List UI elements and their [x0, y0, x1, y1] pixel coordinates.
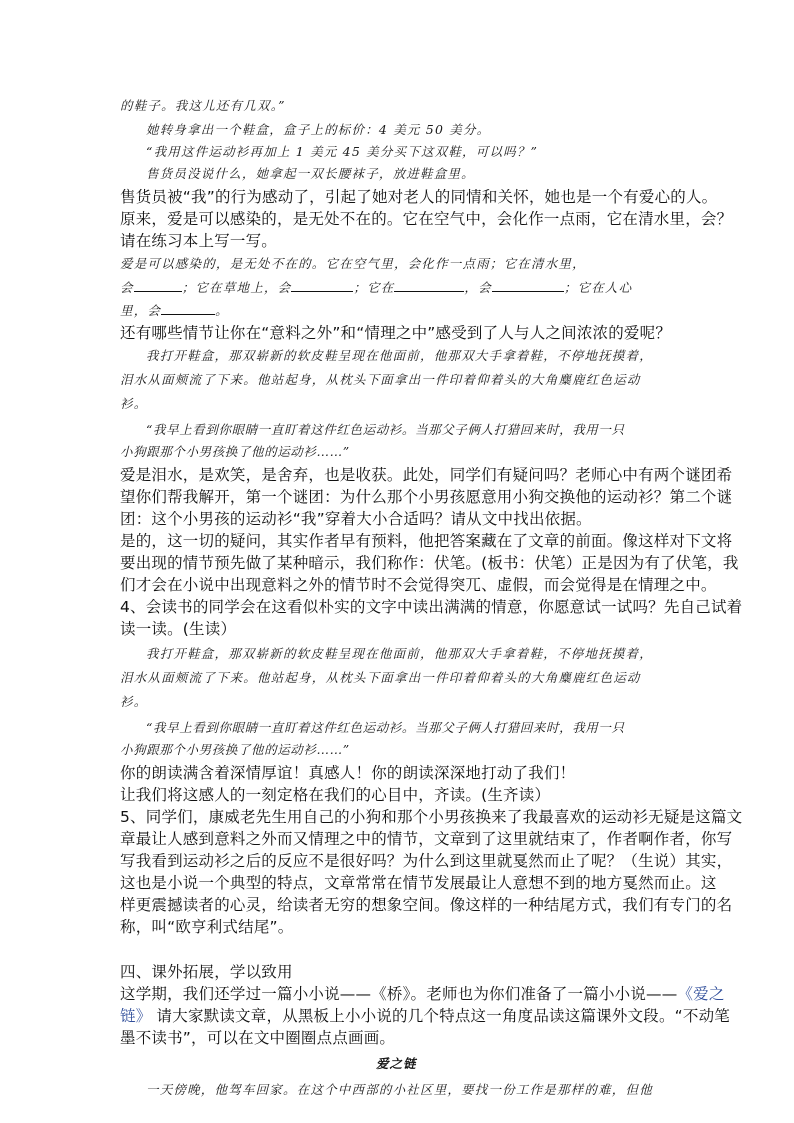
exercise-text: ；它在人心: [563, 280, 633, 295]
body-line: 们才会在小说中出现意料之外的情节时不会觉得突兀、虚假，而会觉得是在情理之中。: [120, 576, 717, 594]
excerpt-line: 衫。: [120, 694, 148, 709]
book-title-text: 《爱之: [677, 985, 725, 1003]
exercise-text: 。: [215, 303, 229, 318]
body-line: 4、会读书的同学会在这看似朴实的文字中读出满满的情意，你愿意试一试吗？先自己试着: [120, 598, 743, 616]
excerpt-quote-line: “我早上看到你眼睛一直盯着这件红色运动衫。当那父子俩人打猎回来时，我用一只: [146, 422, 625, 437]
fill-blank[interactable]: [134, 277, 182, 292]
body-line: 还有哪些情节让你在“意料之外”和“情理之中”感受到了人与人之间浓浓的爱呢？: [120, 324, 672, 342]
excerpt-quote-line: 小狗跟那个小男孩换了他的运动衫……”: [120, 444, 350, 459]
quote-line: 的鞋子。我这儿还有几双。”: [120, 98, 286, 113]
body-line: 样更震撼读者的心灵，给读者无穷的想象空间。像这样的一种结尾方式，我们有专门的名: [120, 896, 733, 914]
excerpt-line: 泪水从面颊流了下来。他站起身，从枕头下面拿出一件印着仰着头的大角麋鹿红色运动: [120, 372, 641, 387]
body-line: 让我们将这感人的一刻定格在我们的心目中，齐读。(生齐读）: [120, 786, 551, 804]
body-line: [120, 983, 725, 1005]
fill-blank[interactable]: [394, 277, 464, 292]
exercise-text: ；它在草地上，会: [181, 280, 292, 295]
excerpt-quote-line: 小狗跟那个小男孩换了他的运动衫……”: [120, 742, 350, 757]
narrative-line: 她转身拿出一个鞋盒，盒子上的标价：4 美元 50 美分。: [146, 122, 491, 137]
body-line: 墨不读书”，可以在文中圈圈点点画画。: [120, 1029, 396, 1047]
body-line: 这也是小说一个典型的特点，文章常常在情节发展最让人意想不到的地方戛然而止。这: [120, 874, 717, 892]
body-line: 要出现的情节预先做了某种暗示，我们称作：伏笔。(板书：伏笔）正是因为有了伏笔，我: [120, 554, 739, 572]
story-title: 爱之链: [376, 1056, 417, 1071]
body-line: 是的，这一切的疑问，其实作者早有预料，他把答案藏在了文章的前面。像这样对下文将: [120, 532, 733, 550]
body-line: 写我看到运动衫之后的反应不是很好吗？为什么到这里就戛然而止了呢？（生说）其实，: [120, 852, 733, 870]
body-line: 请在练习本上写一写。: [120, 232, 278, 250]
body-text: 请大家默读文章，从黑板上小小说的几个特点这一角度品读这篇课外文段。“不动笔: [156, 1007, 730, 1025]
exercise-fill-line: [120, 277, 632, 298]
excerpt-line: 我打开鞋盒，那双崭新的软皮鞋呈现在他面前，他那双大手拿着鞋，不停地抚摸着，: [146, 348, 653, 363]
body-line: 读一读。(生读）: [120, 620, 237, 638]
exercise-text: 里，会: [120, 303, 162, 318]
body-line: 章最让人感到意料之外而又情理之中的情节，文章到了这里就结束了，作者啊作者，你写: [120, 830, 733, 848]
body-line: 团：这个小男孩的运动衫“我”穿着大小合适吗？请从文中找出依据。: [120, 510, 592, 528]
body-line: [120, 1005, 730, 1027]
body-line: 你的朗读满含着深情厚谊！真感人！你的朗读深深地打动了我们！: [120, 764, 576, 782]
body-line: 爱是泪水，是欢笑，是舍弃，也是收获。此处，同学们有疑问吗？老师心中有两个谜团希: [120, 466, 733, 484]
fill-blank[interactable]: [291, 277, 353, 292]
excerpt-quote-line: “我早上看到你眼睛一直盯着这件红色运动衫。当那父子俩人打猎回来时，我用一只: [146, 720, 625, 735]
fill-blank[interactable]: [161, 300, 215, 315]
body-line: 5、同学们，康威老先生用自己的小狗和那个小男孩换来了我最喜欢的运动衫无疑是这篇文: [120, 808, 743, 826]
exercise-text: 会: [120, 280, 134, 295]
body-line: 望你们帮我解开，第一个谜团：为什么那个小男孩愿意用小狗交换他的运动衫？第二个谜: [120, 488, 733, 506]
narrative-line: 售货员没说什么，她拿起一双长腰袜子，放进鞋盒里。: [146, 166, 475, 181]
book-title-text: 链》: [120, 1007, 152, 1025]
exercise-text: ；它在: [353, 280, 395, 295]
quote-line: “我用这件运动衫再加上 1 美元 45 美分买下这双鞋，可以吗？”: [146, 144, 539, 159]
fill-blank[interactable]: [492, 277, 564, 292]
body-line: 售货员被“我”的行为感动了，引起了她对老人的同情和关怀，她也是一个有爱心的人。: [120, 188, 718, 206]
body-text: 这学期，我们还学过一篇小小说——《桥》。老师也为你们准备了一篇小小说——: [120, 985, 678, 1003]
exercise-fill-line: [120, 300, 229, 321]
exercise-text: ，会: [464, 280, 492, 295]
section-heading: 四、课外拓展，学以致用: [120, 963, 293, 981]
excerpt-line: 衫。: [120, 396, 148, 411]
story-line: 一天傍晚，他驾车回家。在这个中西部的小社区里，要找一份工作是那样的难，但他: [146, 1082, 653, 1097]
body-line: 称，叫“欧亨利式结尾”。: [120, 918, 294, 936]
excerpt-line: 泪水从面颊流了下来。他站起身，从枕头下面拿出一件印着仰着头的大角麋鹿红色运动: [120, 670, 641, 685]
exercise-line: 爱是可以感染的，是无处不在的。它在空气里，会化作一点雨；它在清水里，: [120, 256, 586, 271]
body-line: 原来，爱是可以感染的，是无处不在的。它在空气中，会化作一点雨，它在清水里，会？: [120, 210, 733, 228]
excerpt-line: 我打开鞋盒，那双崭新的软皮鞋呈现在他面前，他那双大手拿着鞋，不停地抚摸着，: [146, 646, 653, 661]
